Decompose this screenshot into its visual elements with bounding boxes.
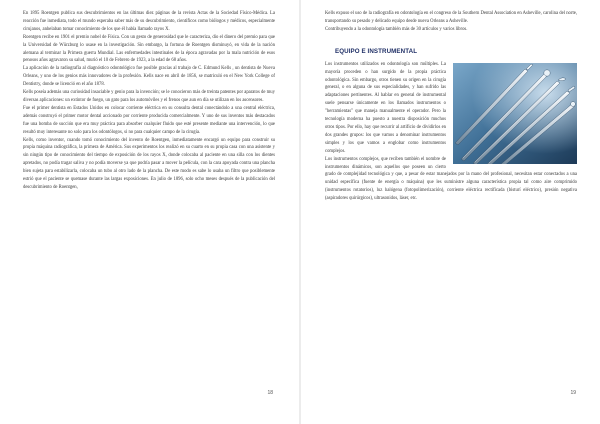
page-number-right: 19: [570, 390, 576, 396]
dental-instruments-photo: [453, 63, 577, 164]
right-body-paragraph: Los instrumentos complejos, que reciben también el nombre de instrumentos dinámicos, son aquellos que poseen un cierto grado de complejidad tecnológica y que, a pesar de estar manejados por la mano del profesional, necesitan estar conectados a una unidad específica (fuente de energía o máquina) que les suministre alguna característica propia tal como aire comprimido (instrumentos rotatorios), luz halógena (fotopolimerización), corriente eléctrica rectificada (bisturí eléctrico), presión negativa (aspiradores quirúrgicos), ultrasonidos, láser, etc.: [325, 156, 577, 202]
right-intro-paragraph: Kells expuso el uso de la radiografía en odontología en el congreso de la Southern Dental Association en Asheville, carolina del norte, transportando su pesado y delicado equipo desde nueva Orleans a Asheville.: [325, 11, 577, 24]
left-paragraph: Kells poseía además una curiosidad insaciable y genio para la invención; se le conocieron más de treinta patentes por aparatos de muy diversas aplicaciones: un extintor de fuego, un gato para los automóviles y el frenos que aun en día se utilizan en los ascensores.: [23, 90, 275, 103]
right-intro-paragraph: Contribuyendo a la odontología también más de 30 artículos y varios libros.: [325, 26, 468, 32]
section-heading: EQUIPO E INSTRUMENTAL: [335, 47, 418, 55]
right-page-text-column: [325, 10, 577, 203]
right-page: [300, 0, 600, 424]
left-paragraph: Fue el primer dentista en Estados Unidos en colocar corriente eléctrica en su consulta dental conectándolo a una central eléctrica, además construyó el primer motor dental accionado por corriente producida comercialmente. Y uno de sus inventos más destacados fue una bomba de succión que era muy práctica para absorber cualquier fluido que esté presente mediante una intervención, lo que resultó muy interesante no solo para los odontólogos, si no para cualquier campo de la cirugía.: [23, 105, 275, 135]
right-body-paragraph: Los instrumentos utilizados en odontología son múltiples. La mayoría proceden o han surgido de la propia práctica odontológica. Sin embargo, otros tienen su origen en la cirugía general, o en alguna de sus especialidades, y han sufrido las adaptaciones pertinentes. Al hablar en general de instrumental suele pensarse únicamente en los llamados instrumentos o "herramientas" que maneja manualmente el operador. Pero la tecnología moderna ha puesto a nuestra disposición muchos otros tipos. Por ello, hay que recurrir al artificio de dividirlos en dos grandes grupos: los que vamos a denominar instrumentos simples y los que vamos a englobar como instrumentos complejos.: [325, 61, 446, 154]
left-page-text-column: [23, 10, 275, 192]
page-number-left: 18: [267, 390, 273, 396]
left-paragraph: La aplicación de la radiografía al diagnóstico odontológico fue posible gracias al trabajo de C. Edmund Kells , un dentista de Nueva Orleans, y uno de los genios más innovadores de la profesión. Kells nace en abril de 1856, se matriculó en el New York College of Dentistry, donde se licenció en el año 1878.: [23, 66, 275, 88]
left-paragraph: Kells, como inventor, cuando tomó conocimiento del invento de Roentgen, inmediatamente encargó un equipo para construir su propia máquina radiográfica, la primera de América. Sus experimentos los realizó en su cuarto en su propia casa con una asistente y sin ningún tipo de conocimiento del tiempo de exposición de los rayos X, donde colocaba al paciente en una silla con los dientes apretados, no podía tragar saliva y no podía moverse ya que podría pasar a mover la película, con la cara apoyada contra una plancha bien sujeta para estabilizarla, colocaba un tubo al otro lado de la plancha. De este modo es sabe lo usaba un filtro que posiblemente estrió que el paciente se quemase durante las largas exposiciones. En julio de 1896, solo ocho meses después de la publicación del descubrimiento de Roentgen,: [23, 137, 275, 190]
left-paragraph: En 1895 Roentgen publica sus descubrimientos en las últimas diez páginas de la revista Actas de la Sociedad Físico-Médica. La reacción fue inmediata, todo el mundo esperaba saber más de su descubrimiento, científicos como biólogos y médicos, especialmente cirujanos, anhelaban tomar conocimiento de los que él había llamado rayos X.: [23, 11, 275, 32]
left-paragraph: Roentgen recibe en 1901 el premio nobel de Física. Con un gesto de generosidad que le caracteriza, dio el dinero del premio para que la Universidad de Würzburg lo usase en la investigación. Sin embargo, la fortuna de Roentgen disminuyó, en vida de la nación alemana al terminar la Primera guerra Mundial. Las enfermedades intestinales de la época agravadas por la mala nutrición de esos penosos años agravaron su salud, murió el 10 de Febrero de 1923, a la edad de 68 años.: [23, 34, 275, 64]
